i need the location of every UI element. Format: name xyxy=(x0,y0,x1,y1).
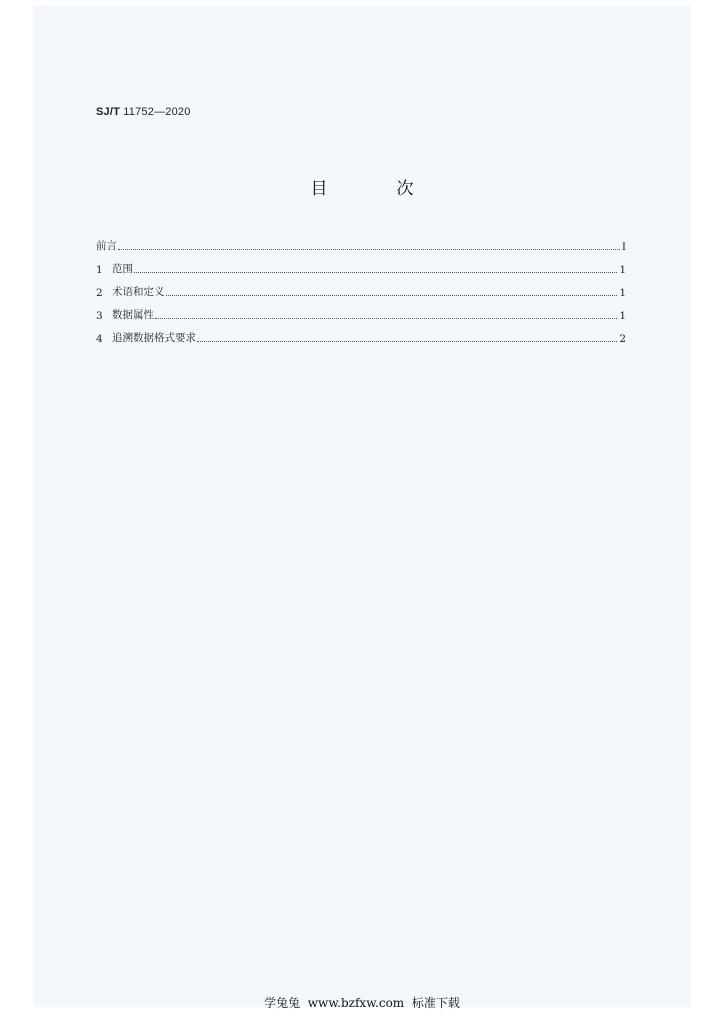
toc-entry-page: 1 xyxy=(619,287,626,299)
toc-title: 目 次 xyxy=(310,179,440,199)
toc-entry-format-requirements[interactable] xyxy=(96,322,626,345)
toc-entry-scope[interactable] xyxy=(96,253,626,276)
toc-leader-dots xyxy=(166,294,618,296)
standard-number: 11752—2020 xyxy=(123,106,191,118)
toc-leader-dots xyxy=(134,271,617,273)
toc-entry-terms[interactable] xyxy=(96,276,626,299)
standard-prefix: SJ/T xyxy=(96,106,121,118)
toc-leader-dots xyxy=(197,340,617,342)
toc-entry-label: 前言 xyxy=(96,240,117,252)
toc-entry-foreword[interactable] xyxy=(96,230,626,253)
toc-entry-label: 数据属性 xyxy=(112,309,154,321)
toc-entry-label: 范围 xyxy=(112,263,133,275)
toc-entry-page: 2 xyxy=(619,333,626,345)
toc-entry-page: 1 xyxy=(619,310,626,322)
toc-entry-number: 1 xyxy=(96,264,103,276)
toc-entry-number: 2 xyxy=(96,287,103,299)
toc-leader-dots xyxy=(155,317,617,319)
toc-entry-data-attributes[interactable] xyxy=(96,299,626,322)
toc-entry-label: 追溯数据格式要求 xyxy=(112,332,196,344)
toc-entry-page: I xyxy=(621,241,626,253)
toc-leader-dots xyxy=(118,248,620,250)
toc-entry-number: 4 xyxy=(96,333,103,345)
toc-entry-page: 1 xyxy=(619,264,626,276)
standard-code xyxy=(96,106,191,118)
toc-entry-number: 3 xyxy=(96,310,103,322)
table-of-contents xyxy=(96,230,626,345)
watermark-footer: 学兔兔 www.bzfxw.com 标准下载 xyxy=(264,996,460,1010)
document-page xyxy=(34,6,690,1006)
toc-entry-label: 术语和定义 xyxy=(112,286,165,298)
